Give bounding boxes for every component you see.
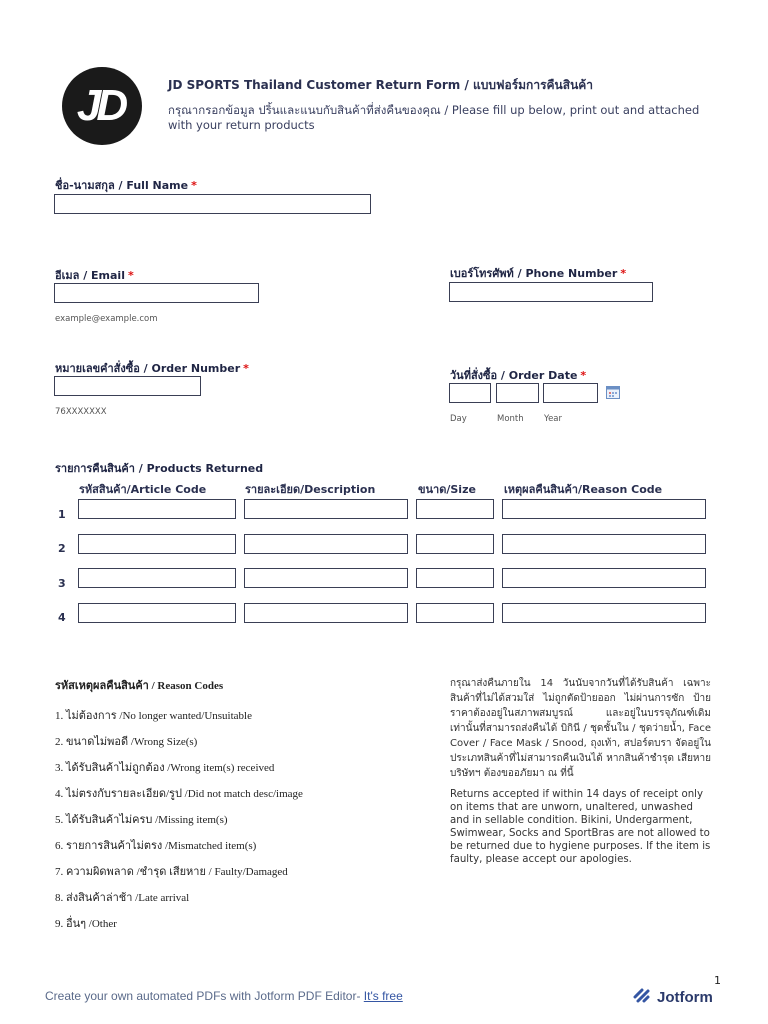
reason-code-item: 5. ได้รับสินค้าไม่ครบ /Missing item(s) <box>55 814 228 826</box>
year-sublabel: Year <box>544 414 562 424</box>
its-free-link[interactable]: It's free <box>363 989 403 1003</box>
page-number: 1 <box>714 974 721 987</box>
description-field[interactable] <box>244 568 408 588</box>
order-date-month-field[interactable] <box>496 383 539 403</box>
order-date-day-field[interactable] <box>449 383 491 403</box>
description-field[interactable] <box>244 534 408 554</box>
required-mark: * <box>620 267 627 280</box>
logo-text: JD <box>76 81 124 130</box>
reason-code-field[interactable] <box>502 603 706 623</box>
reason-codes-title: รหัสเหตุผลคืนสินค้า / Reason Codes <box>55 680 224 692</box>
article-code-field[interactable] <box>78 568 236 588</box>
form-title: JD SPORTS Thailand Customer Return Form / แบบฟอร์มการคืนสินค้า <box>168 78 594 92</box>
email-label: อีเมล / Email * <box>55 269 134 282</box>
description-field[interactable] <box>244 499 408 519</box>
reason-code-item: 7. ความผิดพลาด /ชำรุด เสียหาย / Faulty/Damaged <box>55 866 288 878</box>
row-number: 4 <box>58 611 66 624</box>
reason-code-item: 4. ไม่ตรงกับรายละเอียด/รูป /Did not match desc/image <box>55 788 303 800</box>
full-name-label: ชื่อ-นามสกุล / Full Name * <box>55 179 197 192</box>
phone-field[interactable] <box>449 282 653 302</box>
article-code-field[interactable] <box>78 534 236 554</box>
email-field[interactable] <box>54 283 259 303</box>
order-number-label: หมายเลขคำสั่งซื้อ / Order Number * <box>55 362 249 375</box>
order-date-year-field[interactable] <box>543 383 598 403</box>
reason-code-item: 8. ส่งสินค้าล่าช้า /Late arrival <box>55 892 190 904</box>
jd-logo <box>62 67 142 145</box>
phone-label: เบอร์โทรศัพท์ / Phone Number * <box>450 267 627 280</box>
col-size: ขนาด/Size <box>418 483 476 496</box>
article-code-field[interactable] <box>78 603 236 623</box>
reason-codes-list <box>55 676 355 940</box>
reason-code-item: 6. รายการสินค้าไม่ตรง /Mismatched item(s) <box>55 840 257 852</box>
email-hint: example@example.com <box>55 314 158 324</box>
reason-code-item: 2. ขนาดไม่พอดี /Wrong Size(s) <box>55 736 198 748</box>
products-title: รายการคืนสินค้า / Products Returned <box>55 462 264 475</box>
size-field[interactable] <box>416 568 494 588</box>
required-mark: * <box>580 369 587 382</box>
reason-code-field[interactable] <box>502 534 706 554</box>
return-policy-english: Returns accepted if within 14 days of receipt only on items that are unworn, unaltered, unwashed and in sellable condition. Bikini, Undergarment, Swimwear, Socks and SportBras are not allowed to be returned due to hygiene purposes. If the item is faulty, please accept our apologies. <box>450 789 711 865</box>
footer-text: Create your own automated PDFs with Jotform PDF Editor- <box>45 989 364 1003</box>
col-description: รายละเอียด/Description <box>245 483 376 496</box>
required-mark: * <box>243 362 249 375</box>
return-policy-thai: กรุณาส่งคืนภายใน 14 วันนับจากวันที่ได้รับสินค้า เฉพาะสินค้าที่ไม่ได้สวมใส่ ไม่ถูกตัดป้ายออก ไม่ผ่านการซัก ป้ายราคาต้องอยู่ในสภาพสมบูรณ์ และอยู่ในบรรจุภัณฑ์เดิม เท่านั้นที่สามารถส่งคืนได้ บิกินี / ชุดชั้นใน / ชุดว่ายน้ำ, Face Cover / Face Mask / Snood, ถุงเท้า, สปอร์ตบรา จัดอยู่ในประเภทสินค้าที่ไม่สามารถคืนเงินได้ หากสินค้าชำรุด เสียหาย บริษัทฯ ต้องขออภัยมา ณ ที่นี้ <box>450 678 711 779</box>
row-number: 1 <box>58 508 66 521</box>
form-subtitle: กรุณากรอกข้อมูล ปริ้นและแนบกับสินค้าที่ส่งคืนของคุณ / Please fill up below, print out and attached with your return products <box>168 103 700 132</box>
required-mark: * <box>127 269 134 282</box>
reason-code-item: 9. อื่นๆ /Other <box>55 918 117 930</box>
size-field[interactable] <box>416 603 494 623</box>
jotform-wordmark: Jotform <box>657 988 713 1006</box>
description-field[interactable] <box>244 603 408 623</box>
reason-code-item: 1. ไม่ต้องการ /No longer wanted/Unsuitable <box>55 710 252 722</box>
jotform-logo-icon <box>633 986 651 1008</box>
full-name-field[interactable] <box>54 194 371 214</box>
col-article-code: รหัสสินค้า/Article Code <box>79 483 207 496</box>
order-number-hint: 76XXXXXXX <box>55 407 107 417</box>
calendar-icon[interactable] <box>606 384 620 398</box>
size-field[interactable] <box>416 534 494 554</box>
required-mark: * <box>191 179 197 192</box>
footer-promo <box>45 989 403 1003</box>
col-reason-code: เหตุผลคืนสินค้า/Reason Code <box>504 483 663 496</box>
article-code-field[interactable] <box>78 499 236 519</box>
day-sublabel: Day <box>450 414 467 424</box>
row-number: 2 <box>58 542 66 555</box>
order-date-label: วันที่สั่งซื้อ / Order Date * <box>450 369 587 382</box>
reason-code-field[interactable] <box>502 499 706 519</box>
order-number-field[interactable] <box>54 376 201 396</box>
jotform-brand[interactable] <box>633 986 713 1008</box>
size-field[interactable] <box>416 499 494 519</box>
row-number: 3 <box>58 577 66 590</box>
reason-code-field[interactable] <box>502 568 706 588</box>
month-sublabel: Month <box>497 414 524 424</box>
reason-code-item: 3. ได้รับสินค้าไม่ถูกต้อง /Wrong item(s) received <box>55 762 275 774</box>
